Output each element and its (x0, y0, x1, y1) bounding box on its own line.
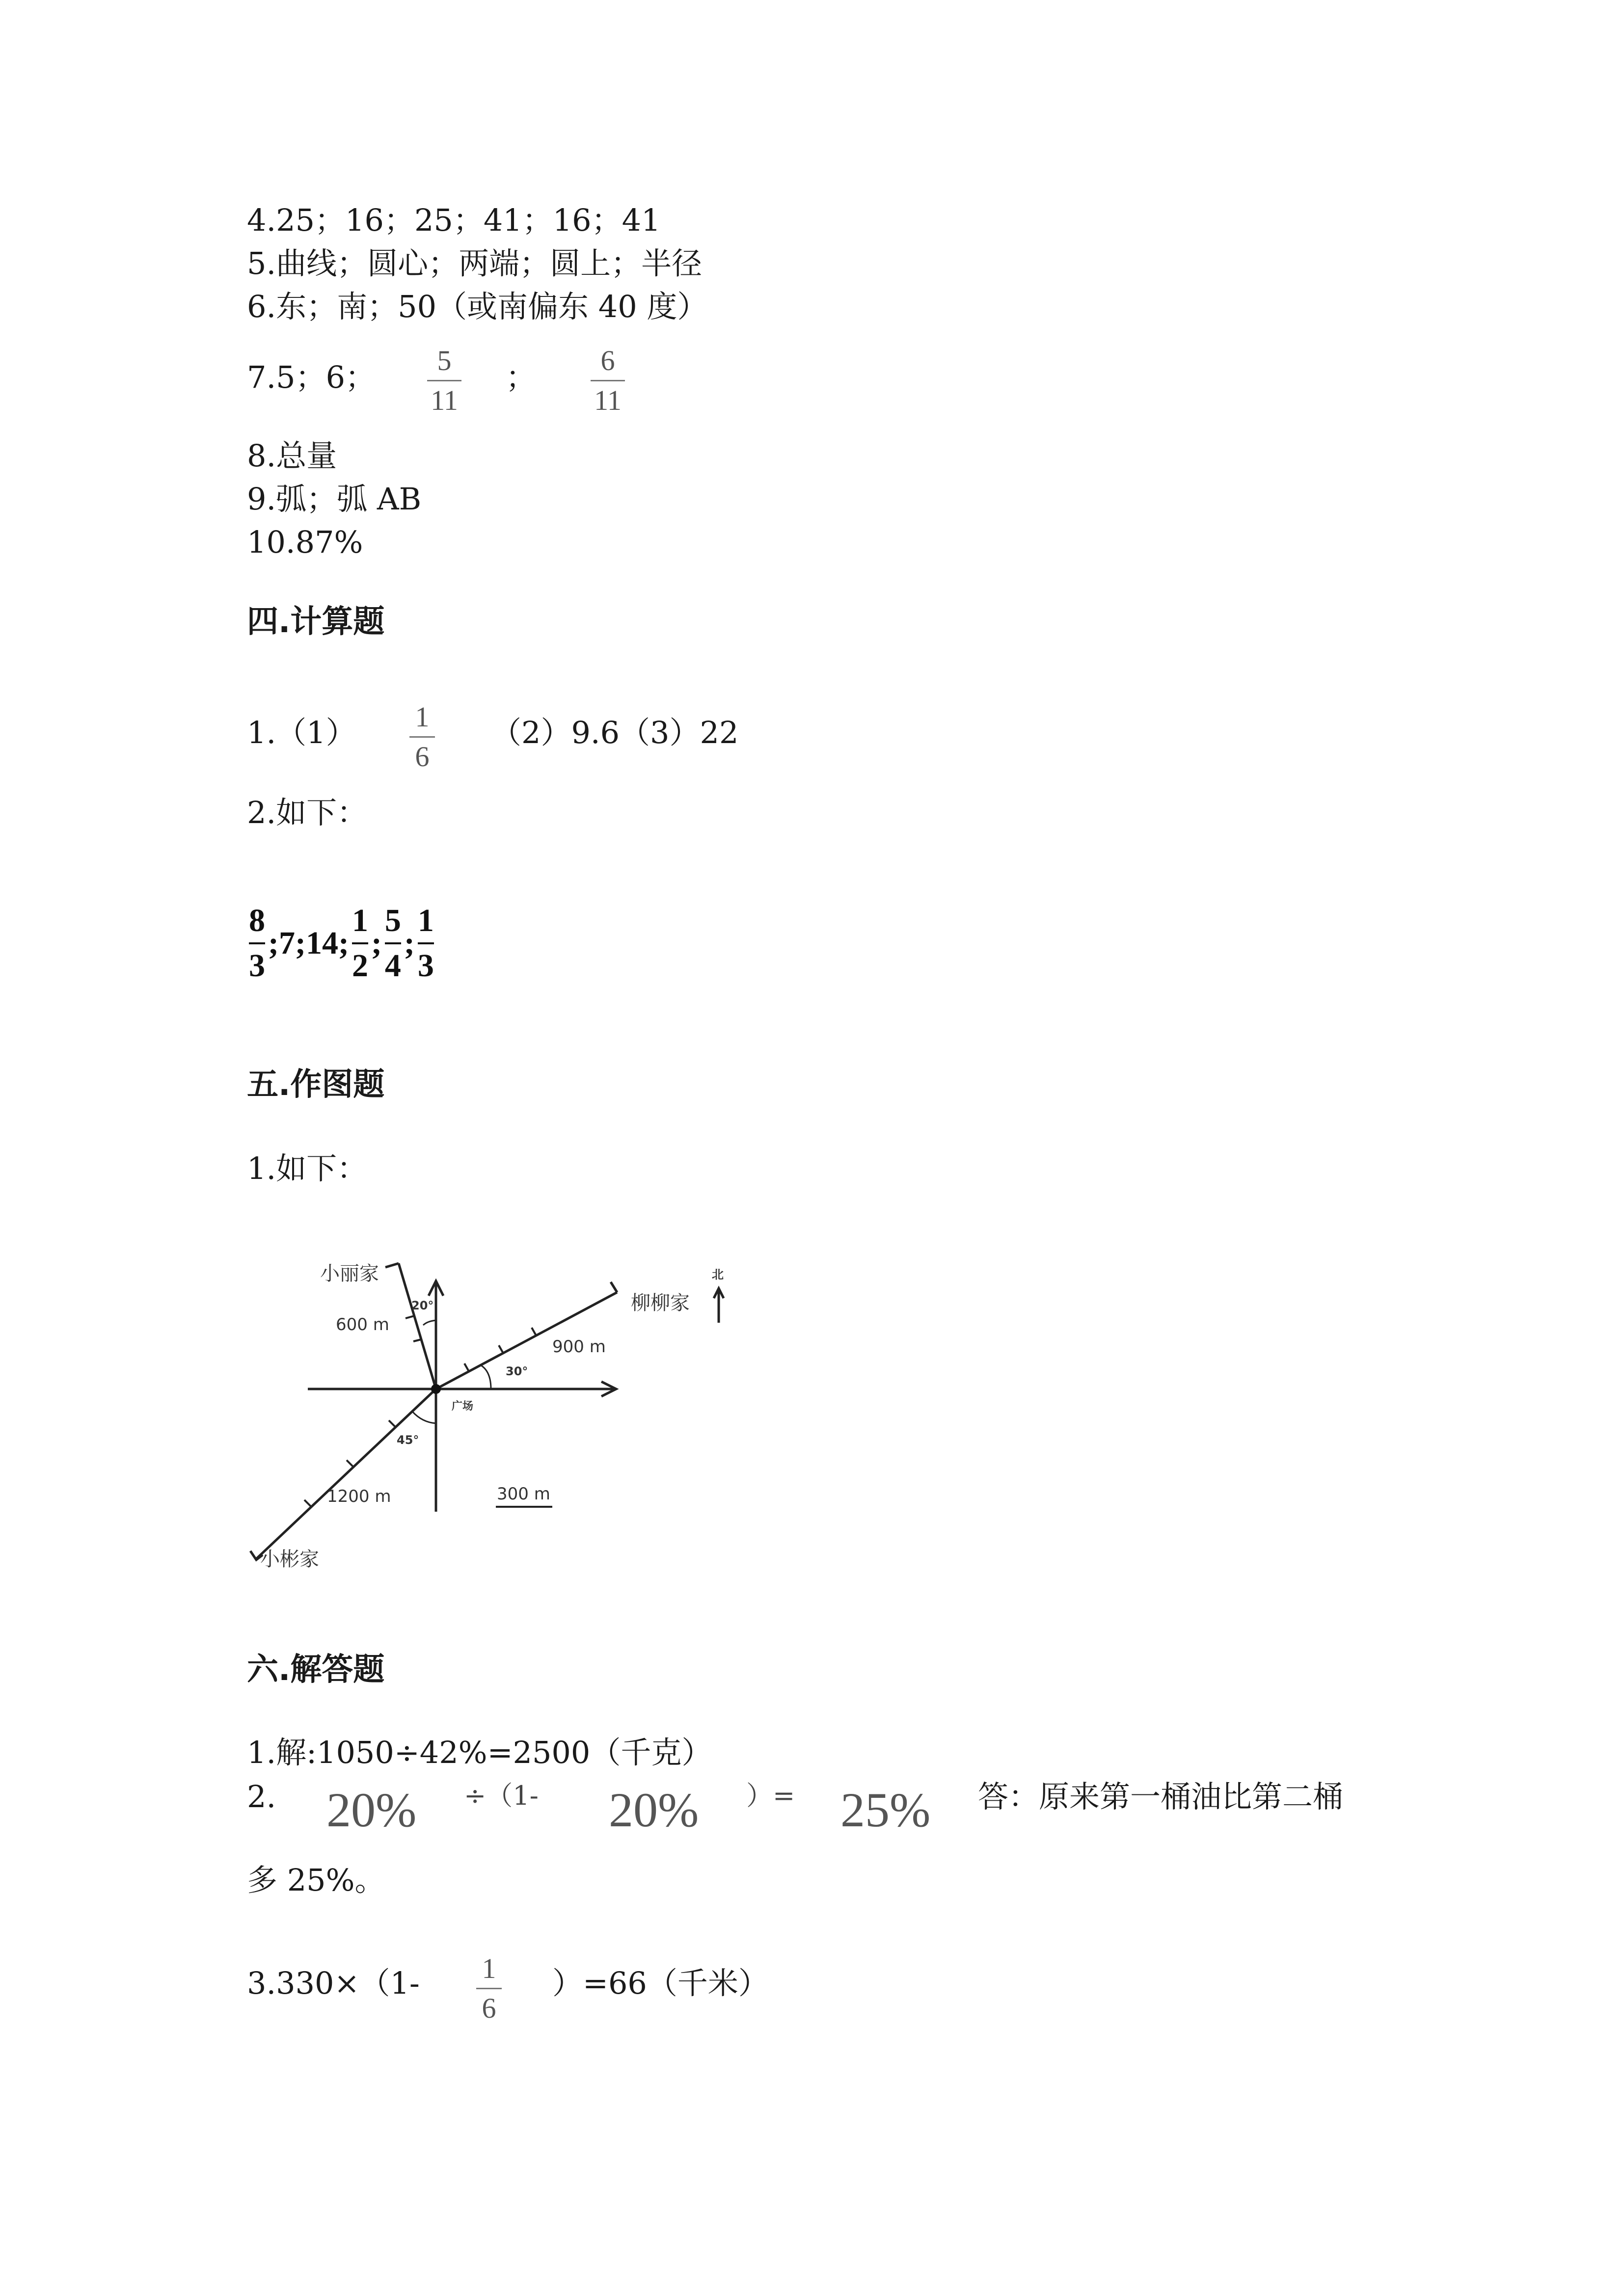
answer-8: 8.总量 (247, 438, 337, 474)
answer-7: 7.5；6； (247, 359, 376, 395)
solve-answer-2-percent-2: 20% (609, 1783, 699, 1837)
result-separator: ; (371, 925, 382, 961)
label-distance-600: 600 m (336, 1315, 389, 1335)
section-6-title: 六.解答题 (247, 1652, 385, 1688)
answer-4: 4.25；16；25；41；16；41 (247, 202, 661, 238)
label-liuliu-home: 柳柳家 (631, 1292, 690, 1314)
result-fraction-5-4: 5 4 (384, 903, 401, 984)
result-fraction-8-3: 8 3 (249, 903, 265, 984)
solve-answer-2-number: 2. (247, 1779, 276, 1815)
answer-7-fraction-2: 6 11 (591, 347, 625, 415)
result-integers: ;7;14; (268, 925, 349, 961)
label-plaza: 广场 (452, 1400, 474, 1413)
label-distance-1200: 1200 m (327, 1487, 391, 1506)
answer-7-fraction-1: 5 11 (427, 347, 461, 415)
answer-5: 5.曲线；圆心；两端；圆上；半径 (247, 245, 703, 281)
answer-10: 10.87% (247, 524, 363, 560)
drawing-answer-1: 1.如下： (247, 1150, 368, 1186)
section-5-title: 五.作图题 (247, 1067, 385, 1103)
label-xiaobin-home: 小彬家 (260, 1548, 319, 1571)
solve-answer-3: 3.330×（1- (247, 1965, 420, 2001)
calc-answer-1-rest: （2）9.6（3）22 (491, 715, 739, 750)
solve-answer-2-percent-1: 20% (326, 1783, 417, 1837)
label-angle-30: 30° (506, 1364, 528, 1378)
solve-answer-3-fraction: 1 6 (476, 1954, 502, 2023)
answer-6: 6.东；南；50（或南偏东 40 度） (247, 289, 708, 324)
solve-answer-2-conclusion: 答：原来第一桶油比第二桶 (978, 1779, 1344, 1815)
solve-answer-2-equals: ）= (746, 1780, 795, 1811)
plaza-point (431, 1384, 441, 1394)
section-4-title: 四.计算题 (247, 604, 385, 640)
result-separator: ; (404, 925, 415, 961)
calc-answer-1-fraction: 1 6 (409, 703, 435, 771)
label-xiaoli-home: 小丽家 (320, 1262, 379, 1285)
label-distance-900: 900 m (552, 1337, 606, 1357)
direction-map-diagram (245, 1247, 761, 1590)
label-scale: 300 m (497, 1484, 550, 1504)
solve-answer-2-percent-3: 25% (840, 1783, 931, 1837)
result-fraction-1-3: 1 3 (417, 903, 434, 984)
calc-answer-1: 1.（1） (247, 715, 356, 750)
solve-answer-3-rest: ）=66（千米） (552, 1965, 769, 2001)
label-angle-20: 20° (411, 1299, 434, 1312)
answer-7-separator: ； (506, 359, 537, 395)
answer-9: 9.弧；弧 AB (247, 481, 422, 517)
calc-answer-2-results (247, 902, 436, 985)
solve-answer-2-conclusion-cont: 多 25%。 (247, 1862, 385, 1898)
calc-answer-2: 2.如下： (247, 795, 368, 830)
label-north: 北 (712, 1268, 724, 1281)
result-fraction-1-2: 1 2 (352, 903, 368, 984)
label-angle-45: 45° (397, 1433, 419, 1447)
solve-answer-2-divide: ÷（1- (464, 1780, 539, 1811)
solve-answer-1: 1.解:1050÷42%=2500（千克） (247, 1735, 712, 1770)
